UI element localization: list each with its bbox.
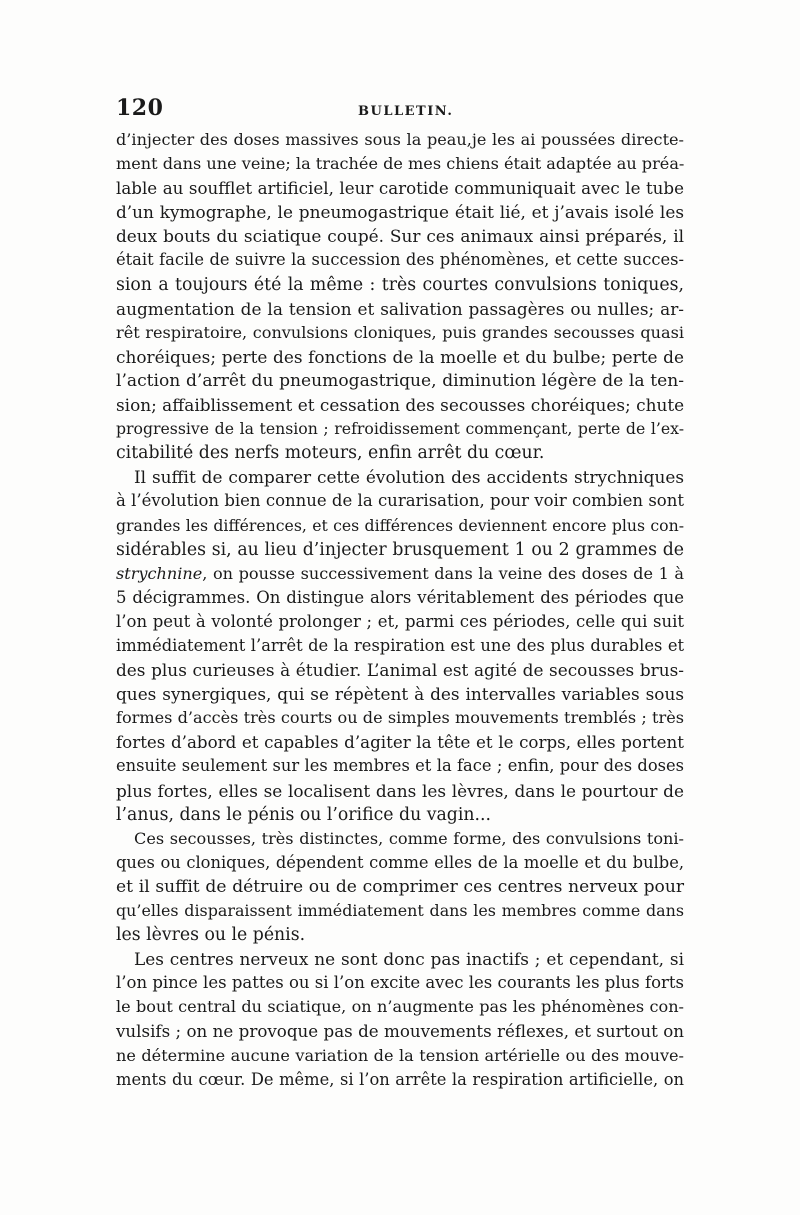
text-line: à l’évolution bien connue de la curarisation, pour voir combien sont xyxy=(116,491,684,511)
text-line: strychnine, on pousse successivement dans la veine des doses de 1 à xyxy=(116,563,684,583)
text-line: des plus curieuses à étudier. L’animal est agité de secousses brus- xyxy=(116,660,684,681)
page-header xyxy=(116,95,684,125)
text-line: progressive de la tension ; refroidissement commençant, perte de l’ex- xyxy=(116,419,684,439)
text-line: sidérables si, au lieu d’injecter brusquement 1 ou 2 grammes de xyxy=(116,539,684,560)
text-line: les lèvres ou le pénis. xyxy=(116,925,306,946)
text-line: d’injecter des doses massives sous la peau,je les ai poussées directe- xyxy=(116,130,684,149)
text-line: le bout central du sciatique, on n’augmente pas les phénomènes con- xyxy=(116,997,684,1017)
text-line: deux bouts du sciatique coupé. Sur ces animaux ainsi préparés, il xyxy=(116,226,684,247)
text-line: ensuite seulement sur les membres et la face ; enfin, pour des doses xyxy=(116,756,684,776)
text-line: rêt respiratoire, convulsions cloniques, puis grandes secousses quasi xyxy=(116,322,684,342)
text-line: sion; affaiblissement et cessation des secousses choréiques; chute xyxy=(116,395,685,416)
text-line: Ces secousses, très distinctes, comme forme, des convulsions toni- xyxy=(134,828,684,848)
text-line: Les centres nerveux ne sont donc pas inactifs ; et cependant, si xyxy=(134,949,684,970)
text-line: choréiques; perte des fonctions de la moelle et du bulbe; perte de xyxy=(116,346,684,367)
text-line: augmentation de la tension et salivation passagères ou nulles; ar- xyxy=(116,298,684,319)
text-line: ment dans une veine; la trachée de mes chiens était adaptée au préa- xyxy=(116,154,685,174)
text-line: lable au soufflet artificiel, leur carotide communiquait avec le tube xyxy=(116,178,684,199)
text-line: ne détermine aucune variation de la tension artérielle ou des mouve- xyxy=(116,1045,684,1065)
text-line: 5 décigrammes. On distingue alors véritablement des périodes que xyxy=(116,587,684,607)
text-line: Il suffit de comparer cette évolution des accidents strychniques xyxy=(134,467,684,488)
running-title: BULLETIN. xyxy=(358,104,454,119)
text-line: l’action d’arrêt du pneumogastrique, diminution légère de la ten- xyxy=(116,370,684,391)
body-text xyxy=(116,128,684,1092)
text-line: l’on peut à volonté prolonger ; et, parmi ces périodes, celle qui suit xyxy=(116,611,684,631)
text-line: formes d’accès très courts ou de simples mouvements tremblés ; très xyxy=(116,708,684,728)
text-line: vulsifs ; on ne provoque pas de mouvements réflexes, et surtout on xyxy=(116,1021,684,1042)
text-line: et il suffit de détruire ou de comprimer ces centres nerveux pour xyxy=(116,876,684,897)
text-line: ments du cœur. De même, si l’on arrête la respiration artificielle, on xyxy=(116,1069,684,1089)
italic-term: strychnine xyxy=(116,563,203,583)
text-line: immédiatement l’arrêt de la respiration est une des plus durables et xyxy=(116,635,684,655)
text-line: citabilité des nerfs moteurs, enfin arrêt du cœur. xyxy=(116,443,545,464)
text-line: était facile de suivre la succession des phénomènes, et cette succes- xyxy=(116,250,684,270)
text-line: grandes les différences, et ces différences deviennent encore plus con- xyxy=(116,515,684,535)
text-line: qu’elles disparaissent immédiatement dans les membres comme dans xyxy=(116,901,684,920)
text-line: plus fortes, elles se localisent dans les lèvres, dans le pourtour de xyxy=(116,780,684,801)
page-number: 120 xyxy=(116,95,164,121)
text-line: l’anus, dans le pénis ou l’orifice du vagin... xyxy=(116,804,491,825)
text-line: ques synergiques, qui se répètent à des intervalles variables sous xyxy=(116,684,684,705)
text-line: fortes d’abord et capables d’agiter la tête et le corps, elles portent xyxy=(116,732,684,753)
text-line: d’un kymographe, le pneumogastrique était lié, et j’avais isolé les xyxy=(116,202,684,223)
text-line: l’on pince les pattes ou si l’on excite avec les courants les plus forts xyxy=(116,973,684,993)
text-line: sion a toujours été la même : très courtes convulsions toniques, xyxy=(116,274,684,295)
text-line: ques ou cloniques, dépendent comme elles de la moelle et du bulbe, xyxy=(116,852,684,872)
